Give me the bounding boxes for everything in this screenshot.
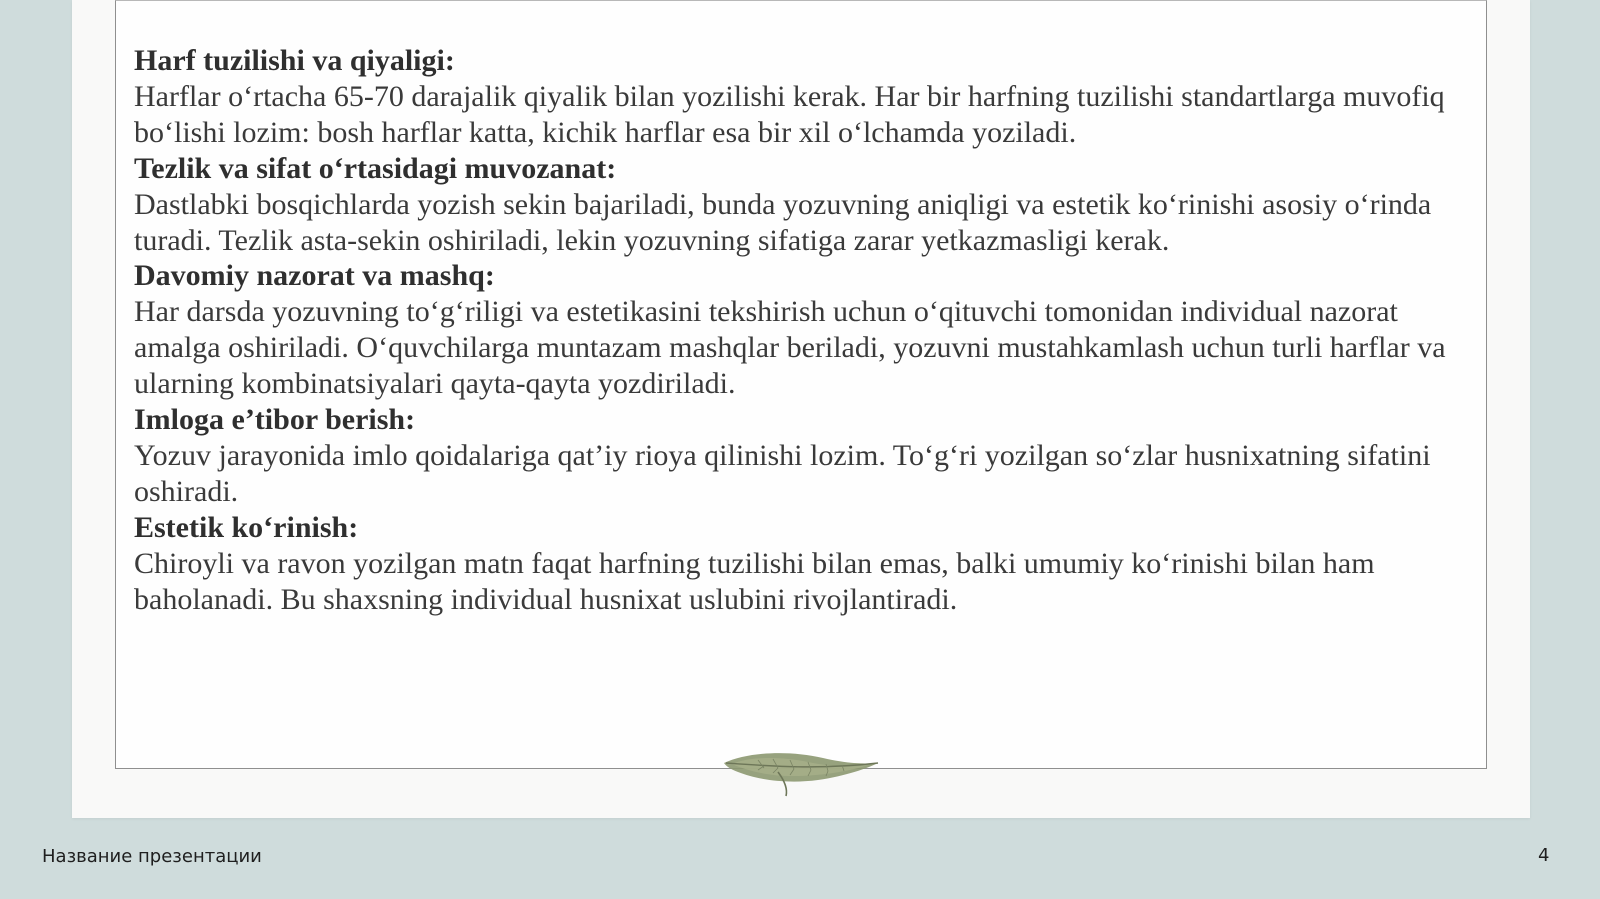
page-number: 4	[1538, 845, 1550, 866]
footer-presentation-title: Название презентации	[42, 846, 262, 867]
section-heading-letter-structure: Harf tuzilishi va qiyaligi:	[134, 44, 455, 77]
section-body-speed-quality: Dastlabki bosqichlarda yozish sekin bajariladi, bunda yozuvning aniqligi va estetik koʻrinishi asosiy oʻrinda turadi. Tezlik asta-sekin oshiriladi, lekin yozuvning sifatiga zarar yetkazmasligi kerak.	[134, 187, 1432, 257]
section-body-aesthetic: Chiroyli va ravon yozilgan matn faqat harfning tuzilishi bilan emas, balki umumiy koʻrinishi bilan ham baholanadi. Bu shaxsning individual husnixat uslubini rivojlantiradi.	[134, 546, 1375, 616]
section-body-spelling: Yozuv jarayonida imlo qoidalariga qat’iy rioya qilinishi lozim. Toʻgʻri yozilgan soʻzlar husnixatning sifatini oshiradi.	[134, 438, 1431, 508]
feather-icon	[718, 750, 882, 800]
section-heading-aesthetic: Estetik koʻrinish:	[134, 510, 359, 544]
section-body-letter-structure: Harflar oʻrtacha 65-70 darajalik qiyalik bilan yozilishi kerak. Har bir harfning tuzilishi standartlarga muvofiq boʻlishi lozim: bosh harflar katta, kichik harflar esa bir xil oʻlchamda yoziladi.	[134, 79, 1445, 149]
slide-text-block	[134, 43, 1464, 618]
section-heading-control-practice: Davomiy nazorat va mashq:	[134, 259, 495, 293]
section-heading-speed-quality: Tezlik va sifat oʻrtasidagi muvozanat:	[134, 151, 617, 185]
section-body-control-practice: Har darsda yozuvning toʻgʻriligi va estetikasini tekshirish uchun oʻqituvchi tomonidan individual nazorat amalga oshiriladi. Oʻquvchilarga muntazam mashqlar beriladi, yozuvni mustahkamlash uchun turli harflar va ularning kombinatsiyalari qayta-qayta yozdiriladi.	[134, 295, 1446, 401]
section-heading-spelling: Imloga e’tibor berish:	[134, 403, 416, 437]
